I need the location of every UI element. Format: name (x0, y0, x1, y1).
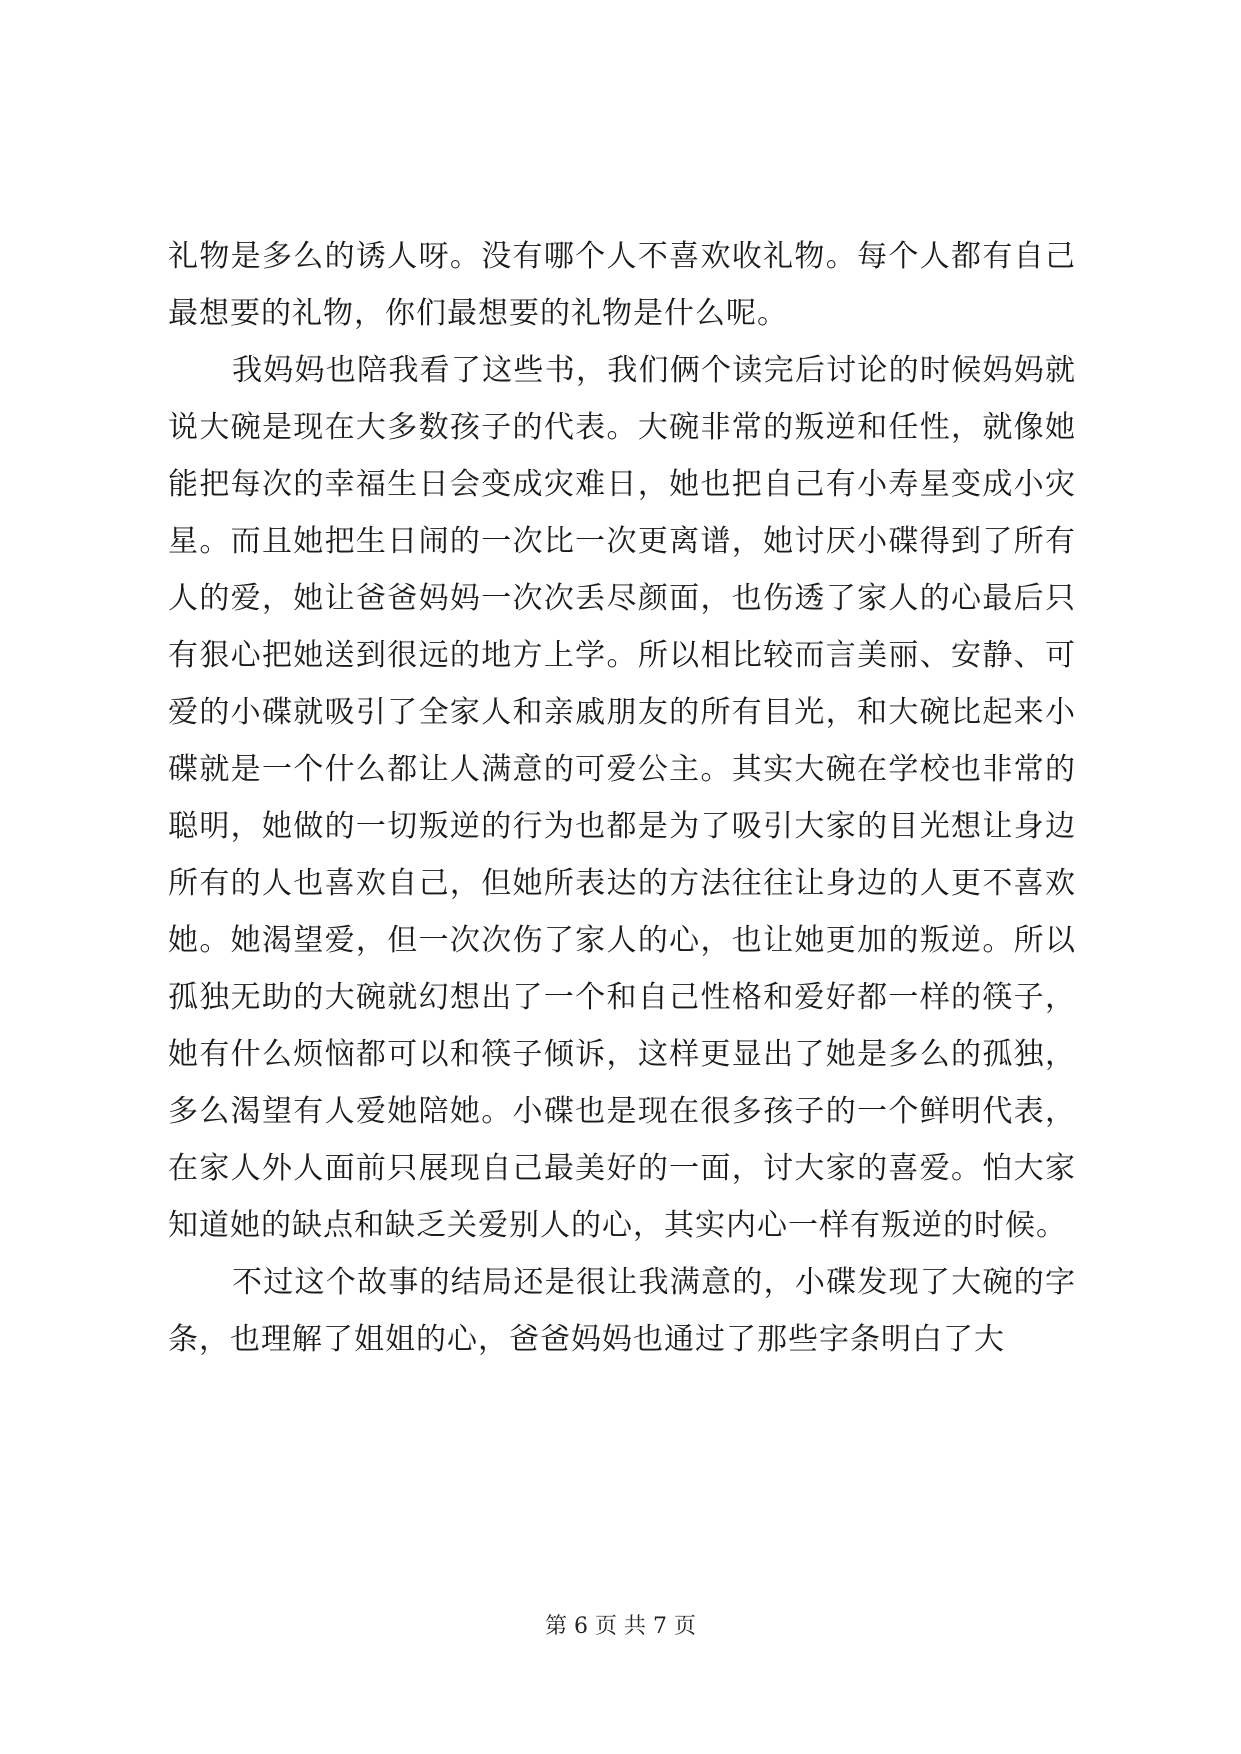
paragraph-mother-discussion: 我妈妈也陪我看了这些书，我们俩个读完后讨论的时候妈妈就说大碗是现在大多数孩子的代表。大碗非常的叛逆和任性，就像她能把每次的幸福生日会变成灾难日，她也把自己有小寿星变成小灾星。而且她把生日闹的一次比一次更离谱，她讨厌小碟得到了所有人的爱，她让爸爸妈妈一次次丢尽颜面，也伤透了家人的心最后只有狠心把她送到很远的地方上学。所以相比较而言美丽、安静、可爱的小碟就吸引了全家人和亲戚朋友的所有目光，和大碗比起来小碟就是一个什么都让人满意的可爱公主。其实大碗在学校也非常的聪明，她做的一切叛逆的行为也都是为了吸引大家的目光想让身边所有的人也喜欢自己，但她所表达的方法往往让身边的人更不喜欢她。她渴望爱，但一次次伤了家人的心，也让她更加的叛逆。所以孤独无助的大碗就幻想出了一个和自己性格和爱好都一样的筷子，她有什么烦恼都可以和筷子倾诉，这样更显出了她是多么的孤独，多么渴望有人爱她陪她。小碟也是现在很多孩子的一个鲜明代表，在家人外人面前只展现自己最美好的一面，讨大家的喜爱。怕大家知道她的缺点和缺乏关爱别人的心，其实内心一样有叛逆的时候。 (168, 353, 1076, 1243)
paragraph-ending: 不过这个故事的结局还是很让我满意的，小碟发现了大碗的字条，也理解了姐姐的心，爸爸妈妈也通过了那些字条明白了大 (168, 1265, 1076, 1357)
page-number-footer: 第 6 页 共 7 页 (545, 1614, 696, 1639)
paragraph-gifts: 礼物是多么的诱人呀。没有哪个人不喜欢收礼物。每个人都有自己最想要的礼物，你们最想要的礼物是什么呢。 (168, 239, 1076, 331)
document-body (168, 228, 1076, 1368)
